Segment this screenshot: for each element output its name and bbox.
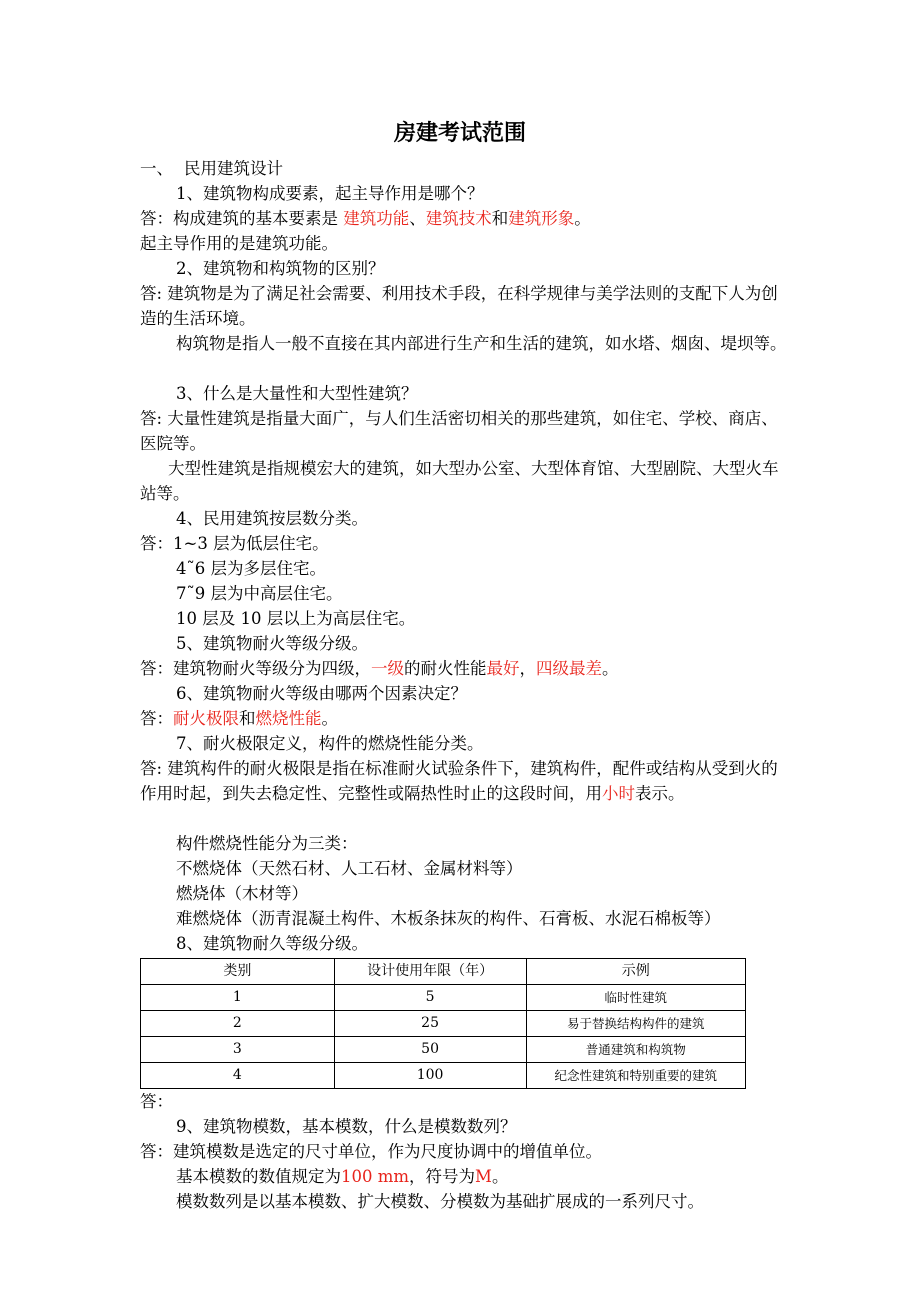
section-label: 民用建筑设计 [184,159,283,178]
answer-7-para-1 [140,756,790,831]
category-title: 构件燃烧性能分为三类： [176,834,358,853]
table-header-row [141,959,746,985]
answer-text: 和 [239,709,256,728]
section-number: 一、 [140,159,173,178]
table-cell: 50 [334,1037,526,1063]
table-cell: 临时性建筑 [526,985,745,1011]
document-body [140,156,790,1214]
table-cell: 普通建筑和构筑物 [526,1037,745,1063]
table-row [141,985,746,1011]
answer-6 [140,706,790,731]
table-cell: 1 [141,985,335,1011]
table-cell: 3 [141,1037,335,1063]
question-7: 7、耐火极限定义，构件的燃烧性能分类。 [176,734,484,753]
table-header-cell: 设计使用年限（年） [334,959,526,985]
page-title: 房建考试范围 [393,120,526,146]
durability-table [140,958,746,1089]
table-cell: 4 [141,1063,335,1089]
answer-3-para-2: 大型性建筑是指规模宏大的建筑，如大型办公室、大型体育馆、大型剧院、大型火车站等。 [140,459,779,503]
table-row [141,1011,746,1037]
answer-text: 的耐火性能 [404,659,487,678]
answer-4-line-3: 7˜9 层为中高层住宅。 [176,584,343,603]
answer-text: ， [519,659,536,678]
category-item-1: 不燃烧体（天然石材、人工石材、金属材料等） [176,859,523,878]
question-8: 8、建筑物耐久等级分级。 [176,934,368,953]
answer-text: 基本模数的数值规定为 [176,1167,341,1186]
highlight-text: 四级最差 [536,659,602,678]
question-6: 6、建筑物耐火等级由哪两个因素决定？ [176,684,467,703]
answer-text: 答： [140,709,173,728]
answer-1-line-2: 起主导作用的是建筑功能。 [140,234,338,253]
category-item-3: 难燃烧体（沥青混凝土构件、木板条抹灰的构件、石膏板、水泥石棉板等） [176,909,721,928]
answer-text: 。 [574,209,591,228]
question-4: 4、民用建筑按层数分类。 [176,509,368,528]
answer-text: 和 [491,209,509,228]
answer-2-para-2: 构筑物是指人一般不直接在其内部进行生产和生活的建筑，如水塔、烟囱、堤坝等。 [176,334,787,353]
answer-text: 答: 建筑构件的耐火极限是指在标准耐火试验条件下，建筑构件，配件或结构从受到火的作用时起，到失去稳定性、完整性或隔热性时止的这段时间，用 [140,759,778,803]
answer-9-line-2 [140,1164,790,1189]
question-2: 2、建筑物和构筑物的区别？ [176,259,385,278]
answer-text: 。 [321,709,338,728]
section-heading [140,156,790,181]
answer-text: 、 [409,209,426,228]
highlight-text: 100 mm [341,1167,410,1186]
table-header-cell: 类别 [141,959,335,985]
highlight-text: 建筑技术 [425,209,492,228]
answer-4-line-2: 4˜6 层为多层住宅。 [176,559,326,578]
answer-3-para-1: 答: 大量性建筑是指量大面广，与人们生活密切相关的那些建筑，如住宅、学校、商店、医院等。 [140,409,778,453]
table-cell: 易于替换结构构件的建筑 [526,1011,745,1037]
highlight-text: 建筑形象 [508,209,575,228]
table-row [141,1037,746,1063]
highlight-text: M [475,1167,492,1186]
table-cell: 2 [141,1011,335,1037]
answer-8: 答： [140,1092,173,1111]
answer-1 [140,206,790,231]
highlight-text: 建筑功能 [343,209,410,228]
answer-5 [140,656,790,681]
answer-4-line-4: 10 层及 10 层以上为高层住宅。 [176,609,416,628]
answer-4-line-1: 答：1~3 层为低层住宅。 [140,534,329,553]
highlight-text: 耐火极限 [173,709,239,728]
answer-text: 。 [602,659,619,678]
answer-2-para-1: 答: 建筑物是为了满足社会需要、利用技术手段，在科学规律与美学法则的支配下人为创造的生活环境。 [140,284,778,328]
highlight-text: 最好 [486,659,520,678]
answer-text: 表示。 [635,784,685,803]
question-3: 3、什么是大量性和大型性建筑？ [176,384,418,403]
table-cell: 100 [334,1063,526,1089]
question-9: 9、建筑物模数，基本模数，什么是模数数列？ [176,1117,517,1136]
answer-text: 答：构成建筑的基本要素是 [140,209,344,228]
answer-text: 。 [491,1167,509,1186]
table-row [141,1063,746,1089]
highlight-text: 一级 [371,659,404,678]
question-1: 1、建筑物构成要素，起主导作用是哪个？ [176,184,484,203]
table-header-cell: 示例 [526,959,745,985]
question-5: 5、建筑物耐火等级分级。 [176,634,368,653]
table-cell: 5 [334,985,526,1011]
answer-text: 答：建筑物耐火等级分为四级， [140,659,371,678]
answer-text: ，符号为 [409,1167,476,1186]
answer-9-line-1: 答：建筑模数是选定的尺寸单位，作为尺度协调中的增值单位。 [140,1142,602,1161]
highlight-text: 小时 [602,784,635,803]
table-cell: 纪念性建筑和特别重要的建筑 [526,1063,745,1089]
table-cell: 25 [334,1011,526,1037]
highlight-text: 燃烧性能 [255,709,322,728]
category-item-2: 燃烧体（木材等） [176,884,308,903]
answer-9-line-3: 模数数列是以基本模数、扩大模数、分模数为基础扩展成的一系列尺寸。 [176,1192,704,1211]
